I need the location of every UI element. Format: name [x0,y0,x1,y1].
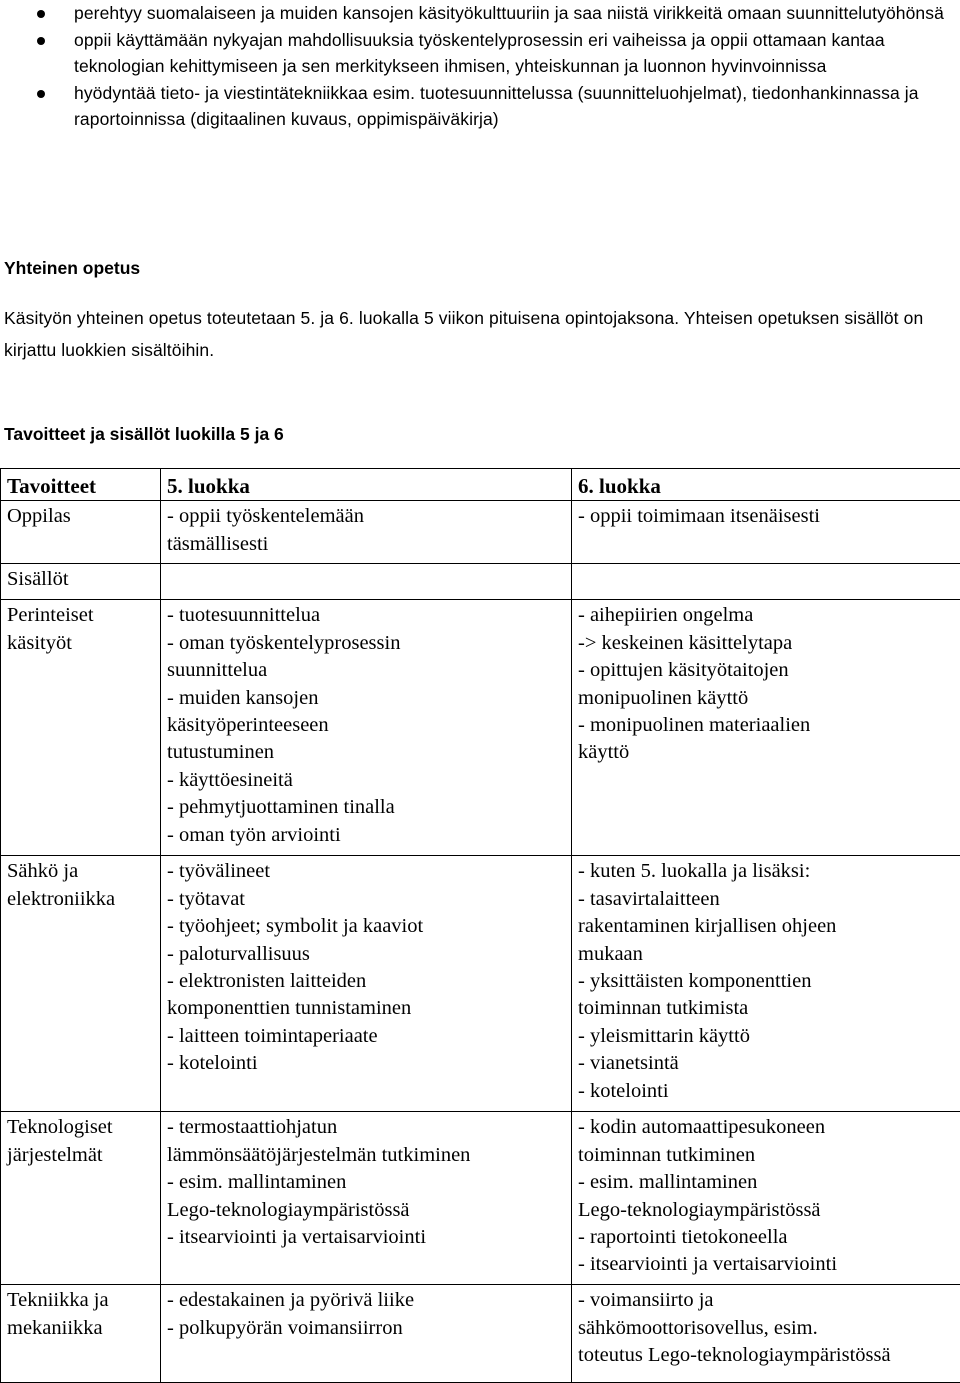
bullet-text: oppii käyttämään nykyajan mahdollisuuksia työskentelyprosessin eri vaiheissa ja oppii ottamaan kantaa teknologian kehittymiseen ja sen merkitykseen ihmisen, yhteiskunnan ja luonnon hyvinvoinnissa [74,29,885,76]
grade-6-cell: - kuten 5. luokalla ja lisäksi: - tasavirtalaitteen rakentaminen kirjallisen ohjeen mukaan - yksittäisten komponenttien toiminnan tutkimista - yleismittarin käyttö - vianetsintä - kotelointi [572,856,960,1112]
header-grade-6: 6. luokka [572,469,960,501]
empty-cell [161,564,572,600]
table-header-row [1,469,960,501]
curriculum-table [0,468,960,1383]
grade-6-cell: - oppii toimimaan itsenäisesti [572,501,960,564]
bullet-item [0,27,950,80]
grade-5-cell: - edestakainen ja pyörivä liike - polkupyörän voimansiirron [161,1285,572,1383]
header-goals: Tavoitteet [1,469,161,501]
row-label: Teknologiset järjestelmät [1,1112,161,1285]
row-label: Perinteiset käsityöt [1,600,161,856]
empty-cell [572,564,960,600]
table-row [1,600,960,856]
table-row [1,856,960,1112]
bullet-dot [37,37,45,45]
bullet-text: perehtyy suomalaiseen ja muiden kansojen käsityökulttuuriin ja saa niistä virikkeitä omaan suunnittelutyöhönsä [74,3,944,23]
row-label: Sähkö ja elektroniikka [1,856,161,1112]
bullet-dot [37,10,45,18]
bullet-item [0,80,950,133]
common-teaching-paragraph: Käsityön yhteinen opetus toteutetaan 5. ja 6. luokalla 5 viikon pituisena opintojaksona. Yhteisen opetuksen sisällöt on kirjattu luokkien sisältöihin. [4,308,924,360]
section-heading-common-teaching: Yhteinen opetus [4,258,141,278]
table-row [1,1112,960,1285]
header-grade-5: 5. luokka [161,469,572,501]
grade-6-cell: - voimansiirto ja sähkömoottorisovellus, esim. toteutus Lego-teknologiaympäristössä [572,1285,960,1383]
bullet-text: hyödyntää tieto- ja viestintätekniikkaa esim. tuotesuunnittelussa (suunnitteluohjelmat), tiedonhankinnassa ja raportoinnissa (digitaalinen kuvaus, oppimispäiväkirja) [74,82,919,129]
grade-5-cell: - tuotesuunnittelua - oman työskentelyprosessin suunnittelua - muiden kansojen käsityöperinteeseen tutustuminen - käyttöesineitä - pehmytjuottaminen tinalla - oman työn arviointi [161,600,572,856]
table-row [1,1285,960,1383]
contents-label: Sisällöt [1,564,161,600]
grade-5-cell: - työvälineet - työtavat - työohjeet; symbolit ja kaaviot - paloturvallisuus - elektronisten laitteiden komponenttien tunnistaminen - laitteen toimintaperiaate - kotelointi [161,856,572,1112]
grade-6-cell: - aihepiirien ongelma -> keskeinen käsittelytapa - opittujen käsityötaitojen monipuolinen käyttö - monipuolinen materiaalien käyttö [572,600,960,856]
grade-5-cell: - oppii työskentelemään täsmällisesti [161,501,572,564]
table-row-contents-label [1,564,960,600]
section-heading-goals-contents: Tavoitteet ja sisällöt luokilla 5 ja 6 [4,424,284,444]
grade-6-cell: - kodin automaattipesukoneen toiminnan tutkiminen - esim. mallintaminen Lego-teknologiaympäristössä - raportointi tietokoneella - itsearviointi ja vertaisarviointi [572,1112,960,1285]
bullet-item [0,0,950,27]
table-row-goal [1,501,960,564]
bullet-dot [37,90,45,98]
goals-bullet-list [0,0,950,133]
grade-5-cell: - termostaattiohjatun lämmönsäätöjärjestelmän tutkiminen - esim. mallintaminen Lego-teknologiaympäristössä - itsearviointi ja vertaisarviointi [161,1112,572,1285]
row-label: Oppilas [1,501,161,564]
row-label: Tekniikka ja mekaniikka [1,1285,161,1383]
